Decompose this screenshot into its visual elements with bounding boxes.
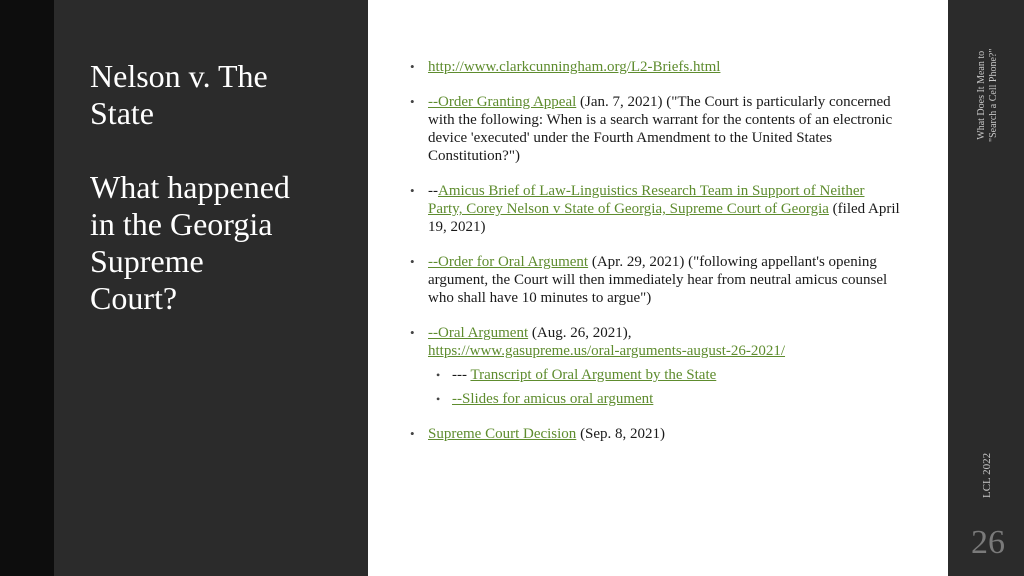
list-item [410,93,900,165]
order-oral-argument-link[interactable]: --Order for Oral Argument [428,254,589,270]
page-number: 26 [971,524,1005,561]
list-item [410,324,900,408]
title-line: State [90,95,154,131]
sidebar-line: What Does It Mean to [976,50,987,140]
bullet-list [410,58,900,443]
sub-list [428,366,900,408]
item-prefix: -- [428,183,438,199]
gasupreme-url-link[interactable]: https://www.gasupreme.us/oral-arguments-august-26-2021/ [428,343,786,359]
list-item [410,58,900,76]
slide-title [90,58,360,317]
sidebar-line: "Search a Cell Phone?" [988,48,999,142]
transcript-link[interactable]: Transcript of Oral Argument by the State [470,367,717,383]
title-line: Nelson v. The [90,58,268,94]
presentation-title-vertical [976,49,1000,142]
subtitle-line: Supreme [90,243,204,279]
order-granting-appeal-link[interactable]: --Order Granting Appeal [428,94,577,110]
item-text: (filed April 19, 2021) [428,201,900,235]
sub-list-item [428,390,900,408]
item-text: (Sep. 8, 2021) [576,426,666,442]
left-edge-strip [0,0,54,576]
list-item [410,253,900,307]
briefs-link[interactable]: http://www.clarkcunningham.org/L2-Briefs.html [428,59,721,75]
title-panel [54,0,368,576]
footer-label: LCL 2022 [981,452,993,498]
supreme-court-decision-link[interactable]: Supreme Court Decision [428,426,577,442]
item-text: (Apr. 29, 2021) ("following appellant's opening argument, the Court will then immediately hear from neutral amicus counsel who shall have 10 minutes to argue") [428,254,888,306]
list-item [410,182,900,236]
subtitle-line: What happened [90,169,290,205]
list-item [410,425,900,443]
sub-list-item [428,366,900,384]
item-text: (Aug. 26, 2021), [528,325,632,341]
item-text: (Jan. 7, 2021) ("The Court is particularly concerned with the following: When is a search warrant for the contents of an electronic device 'executed' under the Fourth Amendment to the United States Constitution?") [428,94,893,164]
amicus-brief-link[interactable]: Amicus Brief of Law-Linguistics Research Team in Support of Neither Party, Corey Nelson v State of Georgia, Supreme Court of Georgia [428,183,865,217]
subtitle-line: Court? [90,280,178,316]
bullet-content [410,58,900,460]
slides-link[interactable]: --Slides for amicus oral argument [452,391,654,407]
oral-argument-link[interactable]: --Oral Argument [428,325,529,341]
subtitle-line: in the Georgia [90,206,273,242]
item-prefix: --- [452,367,471,383]
